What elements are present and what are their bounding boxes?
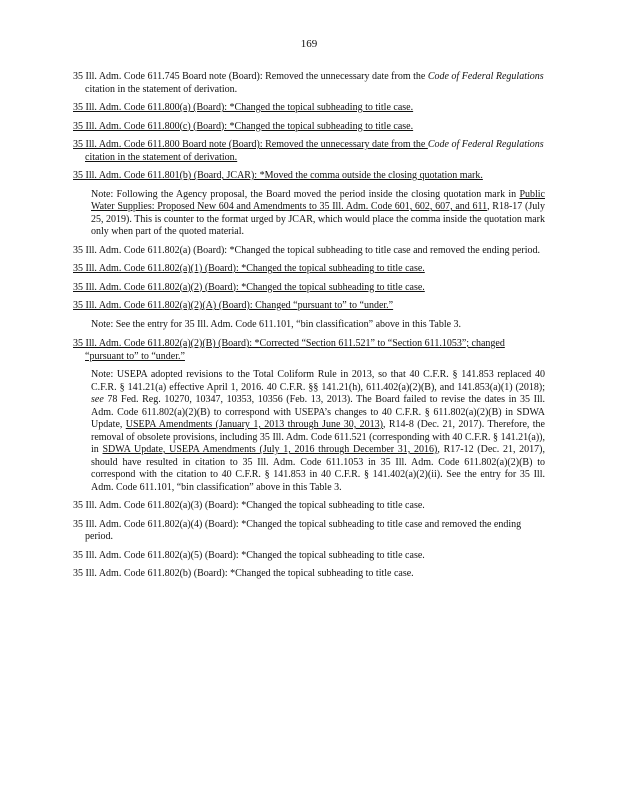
note-text: , R18-17 (July 25, 2019). This is counter to the format urged by JCAR, which would place the comma inside the quotation mark only when part of the quoted material. [91,201,545,237]
table-entry [73,71,545,96]
entry-citation: 35 Ill. Adm. Code 611.802(a)(2) [73,281,203,293]
entry-citation: 35 Ill. Adm. Code 611.802(a)(2)(A) [73,300,217,311]
entry-text: (Board): *Corrected “Section 611.521” to “Section 611.1053”; changed “pursuant to” to “under.” [85,338,505,362]
table-entry [73,263,545,276]
entry-text: (Board): Changed “pursuant to” to “under.” [216,300,394,311]
entry-text: (Board, JCAR): *Moved the comma outside the closing quotation mark. [191,170,483,181]
note-citation: SDWA Update, USEPA Amendments (July 1, 2016 through December 31, 2016) [102,444,438,455]
entry-citation: 35 Ill. Adm. Code 611.802(a)(2)(B) [73,338,216,349]
entry-text: (Board): *Changed the topical subheading to title case. [202,263,425,274]
entry-text: 35 Ill. Adm. Code 611.802(a) (Board): *Changed the topical subheading to title case and removed the ending period. [73,244,541,256]
entry-text: (Board): *Changed the topical subheading to title case. [190,120,414,132]
entry-note [91,319,545,332]
entry-note [91,369,545,494]
note-text: Note: USEPA adopted revisions to the Total Coliform Rule in 2013, so that 40 C.F.R. § 141.853 replaced 40 C.F.R. § 141.21(a) effective April 1, 2016. 40 C.F.R. §§ 141.21(h), 611.402(a)(2)(B), and 141.853(a)(1) (2018); [91,369,545,393]
note-text: 78 Fed. Reg. 10270, 10347, 10353, 10356 (Feb. 13, 2013). The Board failed to revise the dates in 35 Ill. Adm. Code 611.802(a)(2)(B) to correspond with USEPA’s changes to 40 C.F.R. § 611.802(a)(2)(B) in SDWA Update, [91,394,545,430]
table-entry [73,245,545,258]
entry-text: 35 Ill. Adm. Code 611.802(a)(4) (Board): *Changed the topical subheading to title case and removed the ending period. [73,518,522,542]
entry-citation: 35 Ill. Adm. Code 611.800(a) [73,102,191,113]
entry-text: 35 Ill. Adm. Code 611.802(a)(5) (Board): *Changed the topical subheading to title case. [73,549,425,561]
entry-text: citation in the statement of derivation. [85,83,238,95]
table-entry [73,139,545,164]
entry-citation: 35 Ill. Adm. Code 611.802(a)(1) [73,263,203,274]
note-text: Note: Following the Agency proposal, the Board moved the period inside the closing quotation mark in [91,188,520,200]
entry-text: 35 Ill. Adm. Code 611.802(a)(3) (Board): *Changed the topical subheading to title case. [73,500,425,511]
table-entry [73,568,545,581]
entry-text: (Board): Removed the unnecessary date from the [226,139,428,150]
table-entry [73,121,545,134]
note-emphasis: see [91,394,104,405]
entry-citation: 35 Ill. Adm. Code 611.800(c) [73,120,191,132]
entry-note [91,189,545,239]
note-text: , R14-8 (Dec. 21, 2017). Therefore, the removal of obsolete provisions, including 35 Ill. Adm. Code 611.521 (corresponding with 40 C.F.R. § 141.21(a)), in [91,419,545,455]
table-entry [73,282,545,295]
table-entry [73,300,545,313]
note-citation: USEPA Amendments (January 1, 2013 through June 30, 2013) [125,419,383,430]
entry-text: (Board): *Changed the topical subheading to title case. [190,102,414,113]
table-entry [73,102,545,115]
entry-text: citation in the statement of derivation. [85,151,238,163]
entry-emphasis: Code of Federal Regulations [427,139,544,150]
table-entry [73,550,545,563]
table-entry [73,519,545,544]
entry-emphasis: Code of Federal Regulations [427,71,544,82]
note-text: Note: See the entry for 35 Ill. Adm. Code 611.101, “bin classification” above in this Table 3. [91,318,462,330]
table-entry [73,338,545,363]
note-text: , R17-12 (Dec. 21, 2017), should have resulted in citation to 35 Ill. Adm. Code 611.1053 in 35 Ill. Adm. Code 611.802(a)(2)(B) to correspond with the citation to 40 C.F.R. § 141.853 in 40 C.F.R. § 141.402(a)(2)(ii). See the entry for 35 Ill. Adm. Code 611.101, “bin classification” above in this Table 3. [91,444,545,493]
entry-citation: 35 Ill. Adm. Code 611.800 Board note [73,139,227,150]
note-citation: Public Water Supplies: Proposed New 604 and Amendments to 35 Ill. Adm. Code 601, 602, 607, and 611 [91,188,545,212]
entry-text: 35 Ill. Adm. Code 611.745 Board note (Board): Removed the unnecessary date from the [73,71,428,82]
table-entry [73,500,545,513]
entry-citation: 35 Ill. Adm. Code 611.801(b) [73,170,192,181]
page-number: 169 [300,38,318,50]
table-entry [73,170,545,183]
entry-text: 35 Ill. Adm. Code 611.802(b) (Board): *Changed the topical subheading to title case. [73,568,414,579]
document-body [73,71,545,587]
entry-text: (Board): *Changed the topical subheading to title case. [202,281,425,293]
